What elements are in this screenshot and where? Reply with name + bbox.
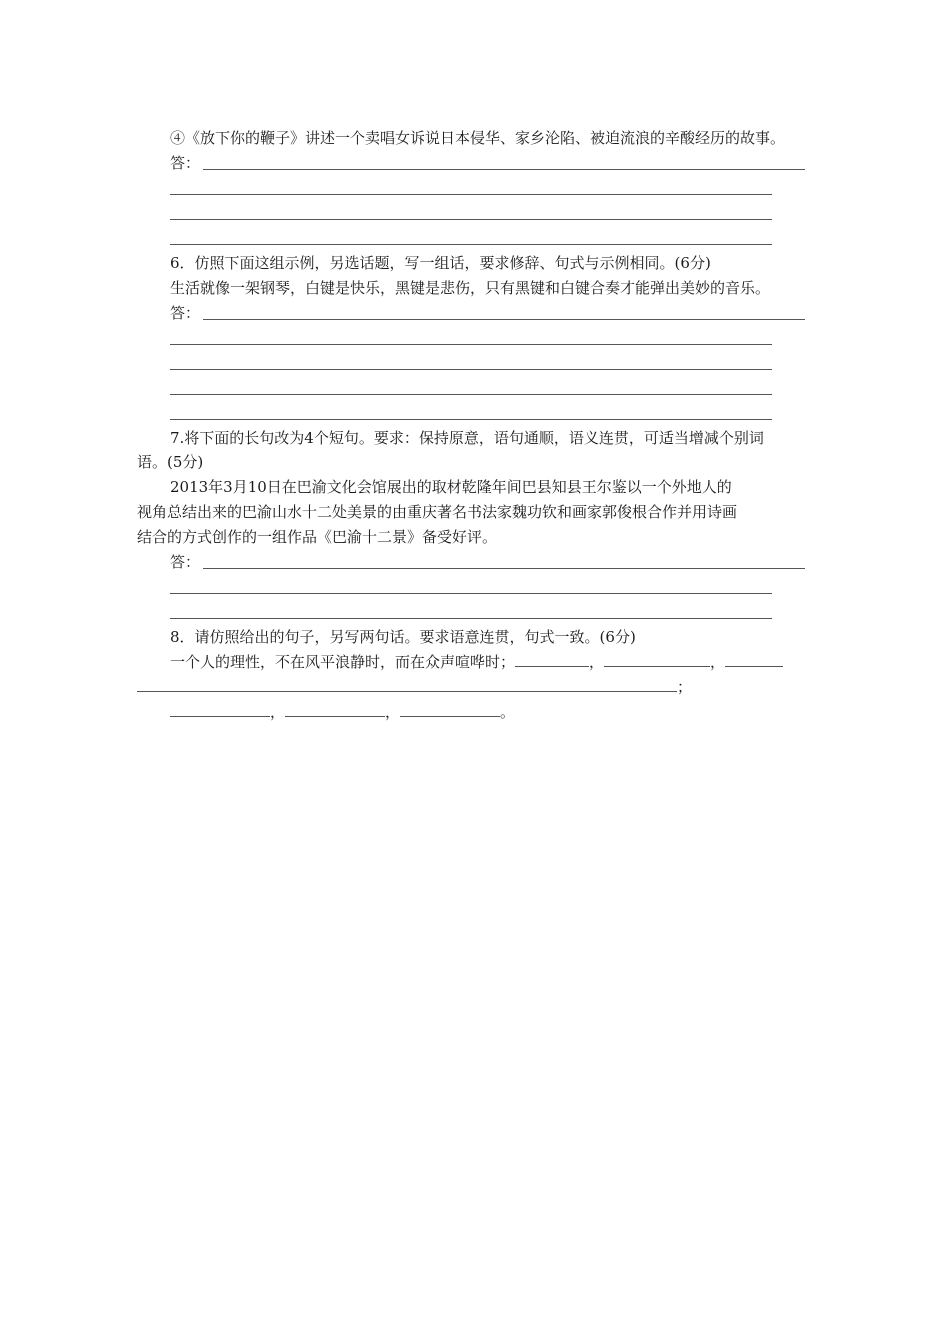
q7-prompt-line1: 7.将下面的长句改为4个短句。要求：保持原意，语句通顺，语义连贯，可适当增减个别词 — [170, 429, 764, 447]
q8-blank-7[interactable] — [400, 702, 500, 717]
q8-comma-3: ， — [270, 703, 286, 721]
q7-passage-line3: 结合的方式创作的一组作品《巴渝十二景》备受好评。 — [137, 528, 498, 546]
q8-blank-1[interactable] — [515, 652, 589, 667]
q8-blank-6[interactable] — [285, 702, 385, 717]
q6-answer-label: 答： — [170, 304, 201, 322]
q8-comma-4: ， — [385, 703, 401, 721]
q6-answer-line[interactable] — [170, 419, 772, 420]
q8-blank-5[interactable] — [170, 702, 270, 717]
q6-answer-line[interactable] — [170, 369, 772, 370]
q8-semicolon: ； — [677, 678, 693, 696]
q7-answer-label: 答： — [170, 553, 201, 571]
q7-prompt-line2: 语。(5分) — [137, 453, 204, 471]
q8-second-line — [137, 677, 692, 697]
q6-prompt: 6．仿照下面这组示例，另选话题，写一组话，要求修辞、句式与示例相同。(6分) — [170, 254, 711, 272]
q6-example: 生活就像一架钢琴，白键是快乐，黑键是悲伤，只有黑键和白键合奏才能弹出美妙的音乐。 — [170, 279, 771, 297]
q7-answer-line[interactable] — [170, 593, 772, 594]
q5-answer-line[interactable] — [170, 194, 772, 195]
q8-prompt: 8．请仿照给出的句子，另写两句话。要求语意连贯，句式一致。(6分) — [170, 628, 636, 646]
q5-answer-label: 答： — [170, 154, 201, 172]
q8-example: 一个人的理性，不在风平浪静时，而在众声喧哗时； — [170, 653, 516, 671]
q8-third-line — [170, 702, 515, 722]
q7-passage-line1: 2013年3月10日在巴渝文化会馆展出的取材乾隆年间巴县知县王尔鉴以一个外地人的 — [170, 478, 732, 496]
q8-comma-1: ， — [589, 653, 605, 671]
q8-comma-2: ， — [710, 653, 726, 671]
q8-period: 。 — [500, 703, 516, 721]
q7-answer-line[interactable] — [170, 618, 772, 619]
q6-answer-line[interactable] — [170, 394, 772, 395]
q8-blank-2[interactable] — [604, 652, 710, 667]
q6-answer-line[interactable] — [170, 344, 772, 345]
q5-item4-text: ④《放下你的鞭子》讲述一个卖唱女诉说日本侵华、家乡沦陷、被迫流浪的辛酸经历的故事。 — [170, 129, 786, 147]
q5-answer-line[interactable] — [170, 219, 772, 220]
q8-blank-4[interactable] — [137, 677, 677, 692]
q7-answer-line[interactable] — [203, 568, 805, 569]
q7-passage-line2: 视角总结出来的巴渝山水十二处美景的由重庆著名书法家魏功钦和画家郭俊根合作并用诗画 — [137, 503, 738, 521]
q6-answer-line[interactable] — [203, 319, 805, 320]
q5-answer-line[interactable] — [203, 169, 805, 170]
q8-blank-3[interactable] — [725, 652, 783, 667]
q8-example-line — [170, 652, 783, 672]
q5-answer-line[interactable] — [170, 244, 772, 245]
